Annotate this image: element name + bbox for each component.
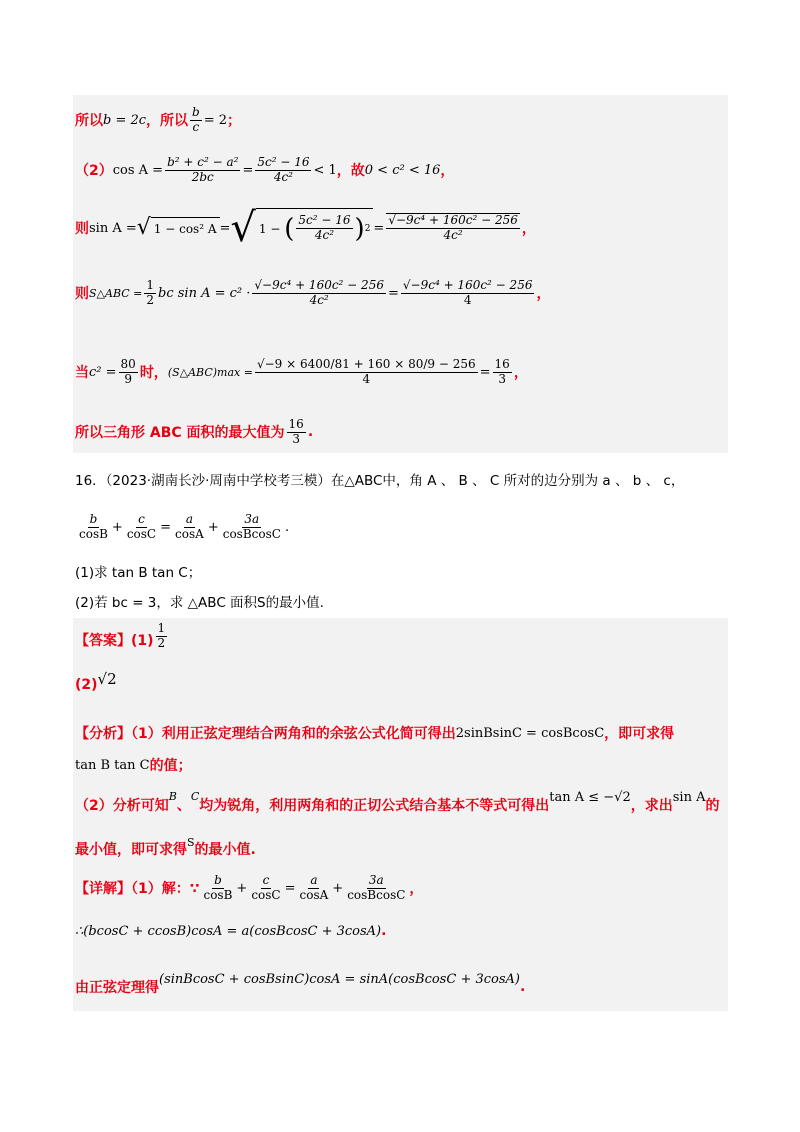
text: 【分析】（1）利用正弦定理结合两角和的余弦公式化简可得出 xyxy=(75,726,456,742)
math: (S△ABC)max = xyxy=(167,365,253,379)
text: ， xyxy=(536,286,551,302)
fraction: $\frac{a}{\cos A}$ xyxy=(175,511,204,541)
sqrt: √ 1 − cos² A xyxy=(137,217,220,239)
math: b = 2c xyxy=(103,112,147,128)
math: cos A = xyxy=(112,162,164,178)
question-line-1 xyxy=(75,466,684,492)
math: tan B tan C xyxy=(75,757,150,773)
math: sin A = xyxy=(89,220,137,236)
fraction: $\frac{\text{b² + c² − a²}}{2bc}$ xyxy=(167,154,239,184)
question-part-text: (2)若 bc = 3，求 △ABC 面积S的最小值. xyxy=(75,595,324,611)
math: c² = xyxy=(89,364,117,380)
math: ∴(bcosC + ccosB)cosA = a(cosBcosC + 3cosA) xyxy=(75,923,382,939)
answer-label: (2) xyxy=(75,677,98,693)
conclusion: 所以三角形 ABC 面积的最大值为 xyxy=(75,425,285,441)
math: √2 xyxy=(97,670,117,688)
math: bc sin A = c² · xyxy=(158,285,251,301)
math: B xyxy=(168,790,177,803)
fraction: $\frac{3a}{\text{cosBcosC}}$ xyxy=(222,511,281,541)
line-2 xyxy=(75,148,454,192)
math: + xyxy=(207,519,219,535)
math: sin A xyxy=(672,790,706,805)
math: = xyxy=(284,880,296,896)
fraction: $\frac{\text{√−9c⁴ + 160c² − 256}}{4}$ xyxy=(402,277,533,307)
text: （2）分析可知 xyxy=(75,798,169,814)
sqrt: √ 1 − ( $\frac{\text{5c² − 16}}{\text{4c²}}$ ) 2 xyxy=(230,208,373,248)
text: 、 xyxy=(176,798,191,814)
text: ， xyxy=(440,163,455,179)
text: 所以 xyxy=(75,113,103,129)
fraction: $\frac{b}{\cos B}$ xyxy=(79,511,108,541)
text: ， xyxy=(409,881,424,897)
text: . xyxy=(519,979,526,995)
math: + xyxy=(332,880,344,896)
text: . xyxy=(381,923,387,939)
fraction: $\frac{b}{c}$ xyxy=(192,104,200,134)
text: 时， xyxy=(139,365,168,381)
math: 2sinBsinC = cosBcosC xyxy=(455,725,605,741)
text: 则 xyxy=(75,221,89,237)
question-line-2 xyxy=(75,505,289,549)
text: 由正弦定理得 xyxy=(75,980,159,996)
text: . xyxy=(307,424,314,440)
question-stem: 16．（2023·湖南长沙·周南中学校考三模）在△ABC中，角 A 、 B 、 C 所对的边分别为 a 、 b 、 c， xyxy=(75,473,685,489)
question-part-1 xyxy=(75,558,201,584)
text: ，所以 xyxy=(146,113,189,129)
math: = xyxy=(479,364,491,380)
text: 的值； xyxy=(149,758,192,774)
line-1 xyxy=(75,100,241,140)
fraction: $\frac{√-9 \times 6400/81 + 160 \times 80/9 - 256}{4}$ xyxy=(256,356,476,386)
math: = xyxy=(219,220,231,236)
fraction: $\frac{16}{3}$ xyxy=(494,356,510,386)
text: 则 xyxy=(75,286,89,302)
text: 当 xyxy=(75,365,89,381)
fraction: $\frac{1}{2}$ xyxy=(146,277,154,307)
text: 的 xyxy=(705,798,720,814)
question-part-text: (1)求 tan B tan C； xyxy=(75,565,202,581)
fraction: $\frac{c}{\cos C}$ xyxy=(126,511,157,541)
text: ，故 xyxy=(336,163,365,179)
analysis-line-1 xyxy=(75,720,674,746)
text: 最小值，即可求得 xyxy=(75,842,187,858)
fraction: $\frac{\text{5c² − 16}}{\text{4c²}}$ xyxy=(257,154,310,184)
fraction: $\frac{a}{\cos A}$ xyxy=(299,872,329,902)
text: ； xyxy=(227,113,242,129)
math: = xyxy=(160,519,172,535)
analysis-line-2 xyxy=(75,752,192,778)
math: S xyxy=(187,836,195,849)
fraction: $\frac{\text{√−9c⁴ + 160c² − 256}}{\text{4c²}}$ xyxy=(254,277,384,307)
math: < 1 xyxy=(313,162,337,178)
fraction: $\frac{\text{√−9c⁴ + 160c² − 256}}{\text{4c²}}$ xyxy=(388,213,518,242)
fraction: $\frac{3a}{\text{cosBcosC}}$ xyxy=(347,872,406,902)
text: ，即可求得 xyxy=(604,726,675,742)
math: S△ABC = xyxy=(89,286,143,300)
detail-line-1 xyxy=(75,866,423,910)
text: ， xyxy=(513,365,528,381)
line-5 xyxy=(75,340,528,404)
fraction: $\frac{b}{\cos B}$ xyxy=(203,872,233,902)
line-4 xyxy=(75,268,550,318)
fraction: $\frac{1}{2}$ xyxy=(157,621,166,650)
text: ，求出 xyxy=(630,798,673,814)
analysis-line-4 xyxy=(75,836,256,862)
answer-line-2 xyxy=(75,670,117,700)
math: . xyxy=(284,519,290,535)
math: = xyxy=(373,220,385,236)
math: = 2 xyxy=(203,112,228,128)
math: + xyxy=(236,880,248,896)
text: 的最小值. xyxy=(194,842,256,858)
line-6 xyxy=(75,414,313,450)
math: C xyxy=(190,790,200,803)
detail-line-2 xyxy=(75,916,386,946)
question-part-2 xyxy=(75,588,324,614)
line-3 xyxy=(75,200,536,256)
text: ， xyxy=(521,221,536,237)
math: = xyxy=(242,162,254,178)
text: （2） xyxy=(75,163,113,179)
math: = xyxy=(387,285,399,301)
detail-line-3 xyxy=(75,972,525,1002)
analysis-line-3 xyxy=(75,790,719,820)
answer-label: 【答案】(1) xyxy=(75,633,154,649)
fraction: $\frac{16}{3}$ xyxy=(288,416,304,446)
text: 【详解】（1）解：∵ xyxy=(75,881,200,897)
text: 均为锐角，利用两角和的正切公式结合基本不等式可得出 xyxy=(199,798,550,814)
math: (sinBcosC + cosBsinC)cosA = sinA(cosBcosC + 3cosA) xyxy=(159,972,520,987)
math: + xyxy=(111,519,123,535)
math: 0 < c² < 16 xyxy=(364,162,441,178)
fraction: $\frac{c}{\cos C}$ xyxy=(251,872,281,902)
math: tan A ≤ −√2 xyxy=(549,790,631,805)
fraction: $\frac{80}{9}$ xyxy=(120,356,136,386)
answer-line-1 xyxy=(75,622,169,658)
